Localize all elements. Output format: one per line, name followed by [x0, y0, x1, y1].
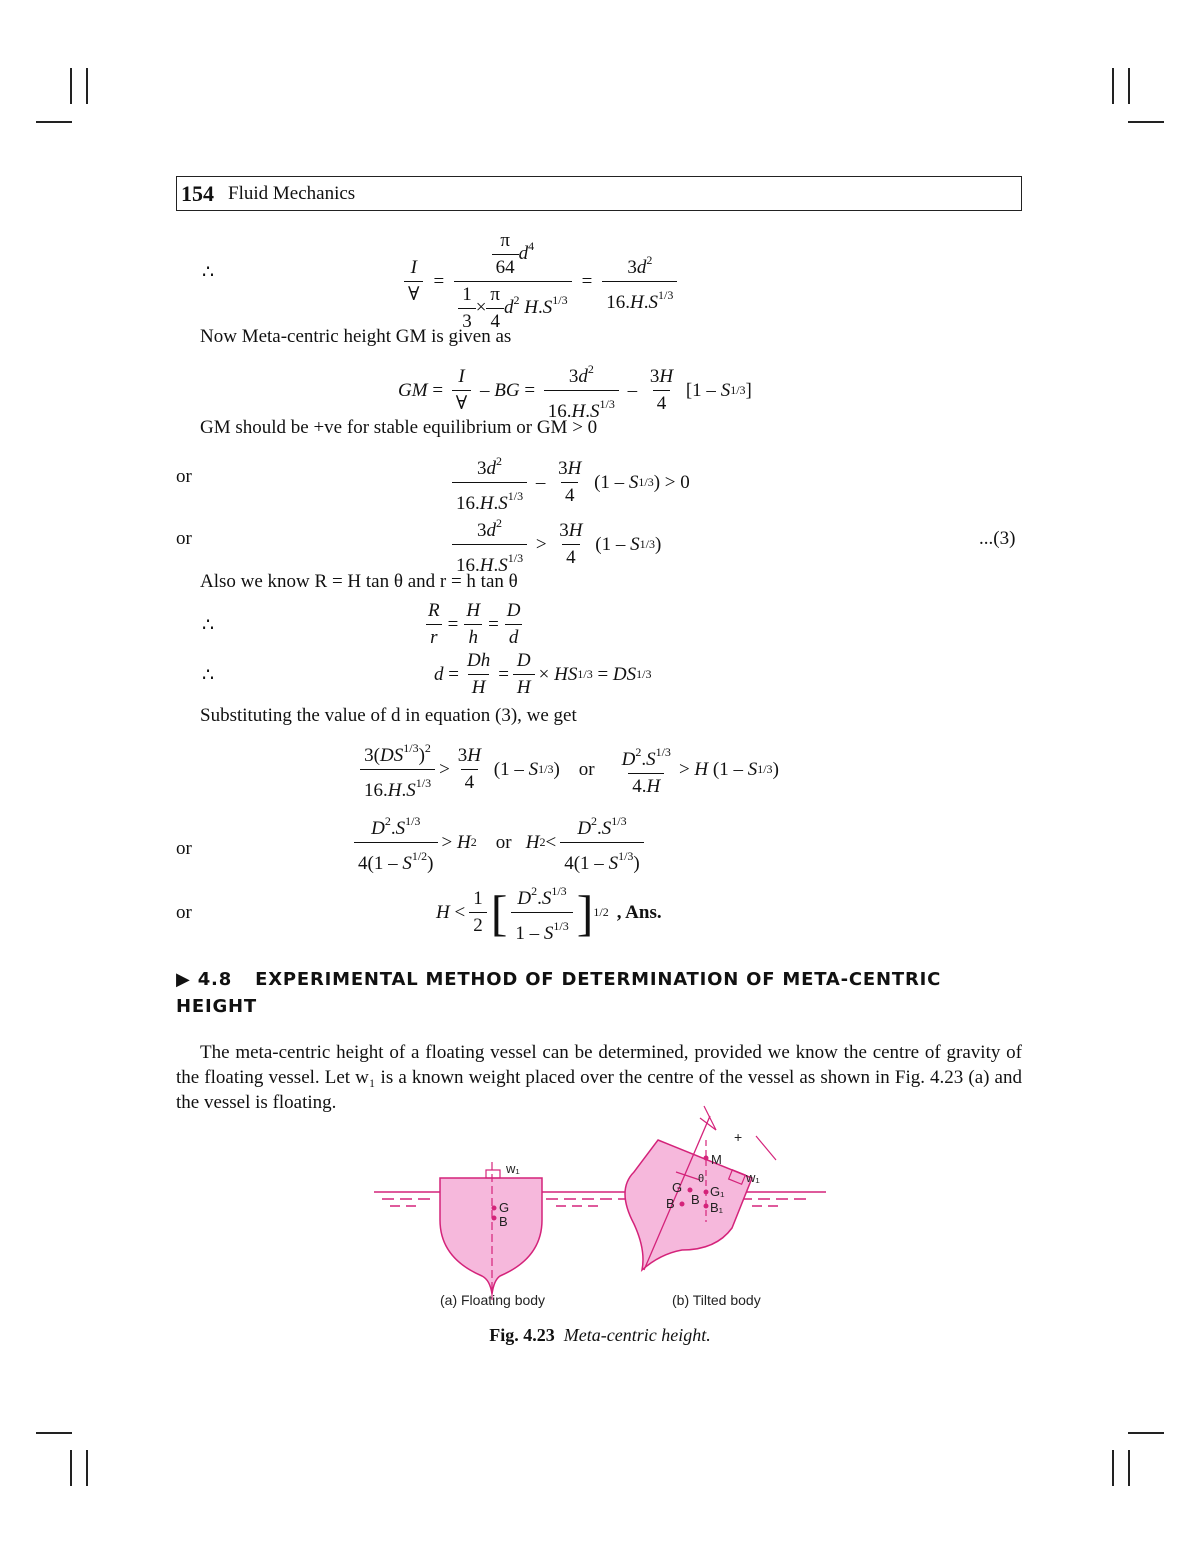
caption-text: Meta-centric height.: [563, 1325, 711, 1345]
crop-mark: [70, 1450, 72, 1486]
equation-h-final: H < $\frac{1}{2}$ [ $\frac{D^2.S^{1/3}}{1 - S^{1/3}}$ ] 1/2 , Ans.: [436, 878, 662, 947]
label-g1: G₁: [710, 1184, 725, 1199]
figure-meta-centric-height: [360, 1100, 840, 1320]
or-label: or: [176, 466, 192, 487]
equation-h-squared: $\frac{D^2.S^{1/3}}{4(1 - S^{1/2})}$ > H 2 or H 2 < $\frac{D^2.S^{1/3}}{4(1 - S^{1/3})}$: [350, 808, 648, 877]
crop-mark: [1112, 68, 1114, 104]
crop-mark: [36, 121, 72, 123]
equation-substituted: $\frac{3(DS^{1/3})^2}{16.H.S^{1/3}}$ > $\frac{3H}{4}$ (1 – S 1/3 ) or $\frac{D^2.S^{1/3}}{4.H}$ > H (1 – S 1/3 ): [356, 735, 779, 804]
figure-caption: [0, 1325, 1200, 1346]
point-b1: [704, 1204, 709, 1209]
section-heading: [176, 966, 1022, 1020]
equation-d: d = $\frac{Dh}{H}$ = $\frac{D}{H}$ × HS 1/3 = DS 1/3: [434, 648, 652, 701]
label-b: B: [499, 1214, 508, 1229]
equation-gm: GM = $\frac{I}{\forall}$ – BG = $\frac{3d^2}{16.H.S^{1/3}}$ – $\frac{3H}{4}$ [1 – S 1/3 ]: [398, 356, 752, 425]
label-w1-tilted: w₁: [746, 1170, 760, 1185]
crop-mark: [36, 1432, 72, 1434]
crop-mark: [1128, 68, 1130, 104]
point-g: [492, 1206, 497, 1211]
label-b-center: B: [691, 1192, 700, 1207]
equation-ratio: $\frac{R}{r}$ = $\frac{H}{h}$ = $\frac{D}{d}$: [420, 598, 529, 651]
label-theta: θ: [698, 1173, 705, 1185]
or-label: or: [176, 838, 192, 859]
section-marker: ▶: [176, 969, 191, 990]
point-g1: [704, 1190, 709, 1195]
label-g-tilted: G: [672, 1180, 683, 1195]
tilted-body-hull: [625, 1140, 752, 1270]
section-title: EXPERIMENTAL METHOD OF DETERMINATION OF META-CENTRIC HEIGHT: [176, 969, 942, 1017]
text-now-gm: Now Meta-centric height GM is given as: [200, 326, 512, 347]
text-substituting: Substituting the value of d in equation (3), we get: [200, 705, 577, 726]
crop-mark: [1128, 121, 1164, 123]
text-gm-positive: GM should be +ve for stable equilibrium or GM > 0: [200, 417, 598, 438]
equation-number-3: ...(3): [979, 528, 1016, 549]
crop-mark: [1128, 1450, 1130, 1486]
equation-inequality-1: $\frac{3d^2}{16.H.S^{1/3}}$ – $\frac{3H}{4}$ (1 – S 1/3 ) > 0: [448, 448, 690, 517]
label-b-tilted: B: [666, 1196, 675, 1211]
arrow-line: [756, 1136, 776, 1160]
subcaption-b: (b) Tilted body: [672, 1292, 761, 1308]
caption-number: Fig. 4.23: [489, 1325, 555, 1345]
label-plus: +: [734, 1129, 743, 1145]
water-surface-right: [736, 1192, 826, 1206]
therefore-symbol: ∴: [202, 665, 215, 686]
floating-body-hull: [440, 1178, 542, 1294]
body-paragraph: The meta-centric height of a floating vessel can be determined, provided we know the centre of gravity of the floating vessel. Let w₁ is a known weight placed over the centre of the vessel as shown in Fig. 4.23 (a) and the vessel is floating.: [176, 1042, 1022, 1113]
page-number: 154: [181, 180, 214, 206]
crop-mark: [86, 1450, 88, 1486]
subcaption-a: (a) Floating body: [440, 1292, 546, 1308]
equation-i-over-v: $\frac{I}{\forall}$ = $\frac{\pi}{64}$ $d^4$ $\frac{1}{3}$ × $\frac{\pi}{4}$ $d^2$ $H.S^{1/3}$ = $\frac{3d^2}{16.H.S^{1/3}}$: [400, 228, 681, 335]
or-inline: or: [495, 831, 512, 853]
section-number: 4.8: [197, 969, 233, 990]
label-g: G: [499, 1200, 510, 1215]
equation-inequality-2: $\frac{3d^2}{16.H.S^{1/3}}$ > $\frac{3H}{4}$ (1 – S 1/3 ): [448, 510, 661, 579]
or-label: or: [176, 528, 192, 549]
label-w1: w₁: [506, 1161, 520, 1176]
book-title: Fluid Mechanics: [228, 182, 356, 204]
or-inline: or: [578, 758, 595, 780]
crop-mark: [70, 68, 72, 104]
therefore-symbol: ∴: [202, 615, 215, 636]
or-label: or: [176, 902, 192, 923]
answer-label: , Ans.: [616, 901, 662, 923]
running-header: [176, 176, 1022, 211]
crop-mark: [1128, 1432, 1164, 1434]
crop-mark: [1112, 1450, 1114, 1486]
crop-mark: [86, 68, 88, 104]
text-also-know: Also we know R = H tan θ and r = h tan θ: [200, 571, 518, 592]
point-b: [492, 1216, 497, 1221]
label-b1: B₁: [710, 1200, 724, 1215]
weight-w1-block: [486, 1170, 500, 1178]
therefore-symbol: ∴: [202, 262, 215, 283]
point-m: [704, 1156, 709, 1161]
label-m: M: [711, 1152, 722, 1167]
point-b-tilted: [680, 1202, 685, 1207]
